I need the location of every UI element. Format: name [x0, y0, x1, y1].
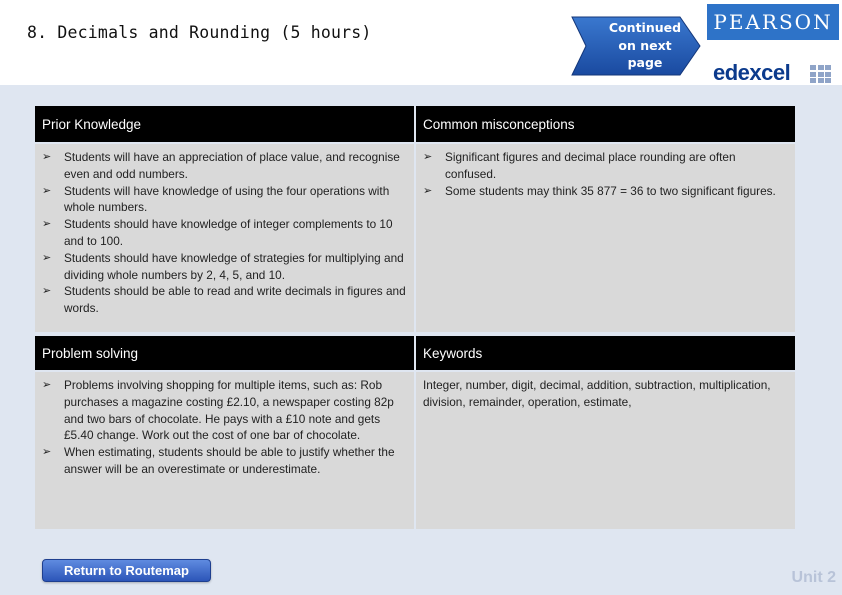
arrow-bullet-icon: ➢	[42, 217, 52, 231]
arrow-bullet-icon: ➢	[42, 284, 52, 298]
arrow-bullet-icon: ➢	[423, 150, 433, 163]
edexcel-logo	[707, 58, 839, 86]
keywords-text: Integer, number, digit, decimal, addition, subtraction, multiplication, division, remainder, operation, estimate,	[423, 378, 771, 409]
arrow-bullet-icon: ➢	[42, 150, 52, 163]
page-title: 8. Decimals and Rounding (5 hours)	[27, 23, 372, 42]
continued-label: on next	[618, 37, 672, 53]
problem-solving-list	[42, 377, 408, 478]
misconceptions-list	[423, 149, 789, 199]
unit-label: Unit 2	[791, 569, 836, 586]
list-item: ➢ Students should have knowledge of integer complements to 10 and to 100.	[42, 217, 393, 248]
arrow-bullet-icon: ➢	[42, 183, 52, 197]
list-item: ➢ When estimating, students should be able to justify whether the answer will be an overestimate or underestimate.	[42, 445, 395, 476]
misconceptions-heading: Common misconceptions	[416, 106, 795, 142]
misconceptions-panel	[416, 144, 795, 332]
problem-solving-heading: Problem solving	[35, 336, 414, 370]
prior-knowledge-heading: Prior Knowledge	[35, 106, 414, 142]
problem-solving-panel	[35, 372, 414, 529]
list-item: ➢ Students will have knowledge of using the four operations with whole numbers.	[42, 183, 390, 215]
arrow-bullet-icon: ➢	[423, 183, 433, 197]
keywords-panel	[416, 372, 795, 529]
arrow-bullet-icon: ➢	[42, 445, 52, 459]
continued-label: page	[627, 55, 663, 70]
arrow-bullet-icon: ➢	[42, 378, 52, 391]
prior-knowledge-list	[42, 149, 408, 317]
page-header	[0, 0, 842, 85]
list-item: ➢ Students should be able to read and write decimals in figures and words.	[42, 284, 406, 316]
list-item: ➢ Significant figures and decimal place rounding are often confused.	[423, 150, 736, 181]
pearson-logo: PEARSON	[707, 4, 839, 40]
list-item: ➢ Students should have knowledge of strategies for multiplying and dividing whole numbers by 2, 4, 5, and 10.	[42, 250, 404, 282]
list-item: ➢ Students will have an appreciation of place value, and recognise even and odd numbers.	[42, 150, 400, 181]
continued-label: Continued	[608, 20, 682, 35]
arrow-bullet-icon: ➢	[42, 250, 52, 264]
keywords-heading: Keywords	[416, 336, 795, 370]
continued-next-page-button[interactable]	[570, 15, 702, 77]
prior-knowledge-panel	[35, 144, 414, 332]
list-item: ➢ Problems involving shopping for multiple items, such as: Rob purchases a magazine costing £2.10, a newspaper costing 82p and two bars of chocolate. He pays with a £10 note and gets £5.40 change. Work out the cost of one bar of chocolate.	[42, 378, 394, 443]
list-item: ➢ Some students may think 35 877 = 36 to two significant figures.	[423, 183, 776, 198]
edexcel-wordmark: edexcel	[713, 60, 791, 85]
return-to-routemap-button[interactable]: Return to Routemap	[42, 559, 211, 582]
edexcel-grid-icon	[810, 65, 832, 83]
